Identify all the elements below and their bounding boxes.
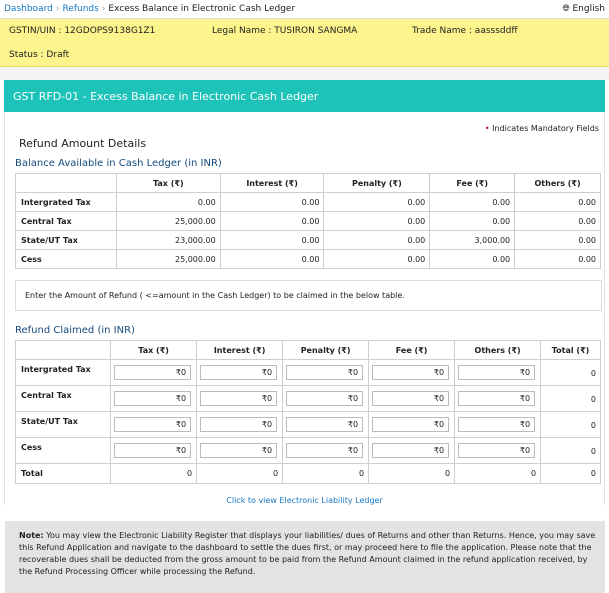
- claim-row-label: Cess: [16, 438, 111, 464]
- balance-row: [16, 231, 601, 250]
- balance-row-label: Intergrated Tax: [16, 193, 117, 212]
- balance-header-cell: Tax (₹): [116, 174, 220, 193]
- claim-header-cell: [16, 341, 111, 360]
- balance-cell: 0.00: [220, 212, 324, 231]
- language-selector[interactable]: [562, 4, 605, 14]
- balance-cell: 0.00: [515, 250, 601, 269]
- balance-cell: 25,000.00: [116, 212, 220, 231]
- balance-header-cell: Interest (₹): [220, 174, 324, 193]
- refund-amount-input[interactable]: ₹0: [286, 365, 363, 380]
- globe-icon: 🌐︎: [562, 4, 573, 14]
- balance-header-cell: Others (₹): [515, 174, 601, 193]
- note-box: [5, 521, 605, 593]
- form-title-banner: GST RFD-01 - Excess Balance in Electronic Cash Ledger: [4, 80, 605, 112]
- claim-input-cell: [455, 386, 541, 412]
- breadcrumb: [4, 4, 295, 14]
- balance-cell: 25,000.00: [116, 250, 220, 269]
- refund-amount-input[interactable]: ₹0: [114, 417, 191, 432]
- claim-input-cell: [197, 360, 283, 386]
- balance-cell: 0.00: [324, 212, 430, 231]
- claim-row-label: State/UT Tax: [16, 412, 111, 438]
- claim-row-total: 0: [541, 412, 601, 438]
- claim-input-cell: [455, 412, 541, 438]
- claim-row-label: Central Tax: [16, 386, 111, 412]
- balance-cell: 0.00: [220, 193, 324, 212]
- claim-row: [16, 438, 601, 464]
- claim-title: Refund Claimed (in INR): [15, 325, 135, 336]
- claim-header-cell: Total (₹): [541, 341, 601, 360]
- claim-input-cell: [283, 438, 369, 464]
- balance-cell: 0.00: [116, 193, 220, 212]
- top-bar: [0, 0, 609, 19]
- claim-total-cell: 0: [455, 464, 541, 484]
- balance-cell: 0.00: [324, 231, 430, 250]
- claim-input-cell: [369, 412, 455, 438]
- balance-cell: 23,000.00: [116, 231, 220, 250]
- refund-amount-input[interactable]: ₹0: [458, 391, 535, 406]
- claim-row: [16, 386, 601, 412]
- breadcrumb-current: Excess Balance in Electronic Cash Ledger: [108, 4, 296, 14]
- refund-amount-input[interactable]: ₹0: [372, 391, 449, 406]
- refund-amount-input[interactable]: ₹0: [200, 391, 277, 406]
- required-star-icon: •: [484, 124, 490, 133]
- claim-total-cell: 0: [111, 464, 197, 484]
- mandatory-note: [5, 112, 604, 133]
- claim-input-cell: [197, 386, 283, 412]
- mandatory-text: Indicates Mandatory Fields: [492, 124, 599, 133]
- claim-input-cell: [111, 412, 197, 438]
- balance-cell: 0.00: [220, 250, 324, 269]
- refund-amount-input[interactable]: ₹0: [114, 391, 191, 406]
- claim-total-cell: 0: [197, 464, 283, 484]
- balance-cell: 0.00: [324, 193, 430, 212]
- claim-row-total: 0: [541, 386, 601, 412]
- claim-input-cell: [197, 438, 283, 464]
- claim-total-cell: 0: [541, 464, 601, 484]
- balance-cell: 0.00: [220, 231, 324, 250]
- claim-total-cell: 0: [283, 464, 369, 484]
- claim-header-cell: Tax (₹): [111, 341, 197, 360]
- claim-header-cell: Fee (₹): [369, 341, 455, 360]
- refund-amount-input[interactable]: ₹0: [200, 365, 277, 380]
- trade-name-text: Trade Name : aasssddff: [412, 26, 518, 36]
- claim-input-cell: [111, 386, 197, 412]
- balance-row-label: Cess: [16, 250, 117, 269]
- refund-amount-input[interactable]: ₹0: [200, 417, 277, 432]
- claim-input-cell: [111, 438, 197, 464]
- section-title: Refund Amount Details: [19, 137, 147, 150]
- claim-input-cell: [369, 386, 455, 412]
- balance-cell: 0.00: [324, 250, 430, 269]
- claim-table: [15, 340, 601, 484]
- refund-amount-input[interactable]: ₹0: [286, 417, 363, 432]
- refund-amount-input[interactable]: ₹0: [458, 417, 535, 432]
- claim-input-cell: [197, 412, 283, 438]
- claim-input-cell: [369, 360, 455, 386]
- instruction-text: Enter the Amount of Refund ( <=amount in the Cash Ledger) to be claimed in the below table.: [25, 291, 405, 300]
- spacer: [0, 67, 609, 80]
- taxpayer-info-bar: [0, 19, 609, 67]
- language-label: English: [572, 4, 605, 14]
- balance-cell: 0.00: [430, 250, 515, 269]
- refund-amount-input[interactable]: ₹0: [286, 443, 363, 458]
- claim-total-cell: 0: [369, 464, 455, 484]
- balance-row-label: State/UT Tax: [16, 231, 117, 250]
- balance-cell: 0.00: [430, 212, 515, 231]
- liability-ledger-link[interactable]: Click to view Electronic Liability Ledger: [226, 496, 383, 505]
- claim-input-cell: [111, 360, 197, 386]
- claim-input-cell: [369, 438, 455, 464]
- claim-input-cell: [455, 438, 541, 464]
- claim-row-total: 0: [541, 438, 601, 464]
- balance-row: [16, 250, 601, 269]
- form-card: [4, 112, 605, 505]
- balance-cell: 0.00: [515, 212, 601, 231]
- refund-amount-input[interactable]: ₹0: [372, 365, 449, 380]
- balance-cell: 0.00: [515, 193, 601, 212]
- refund-amount-input[interactable]: ₹0: [458, 443, 535, 458]
- balance-title: Balance Available in Cash Ledger (in INR): [15, 158, 222, 169]
- claim-header-cell: Interest (₹): [197, 341, 283, 360]
- balance-header-cell: [16, 174, 117, 193]
- breadcrumb-dashboard[interactable]: Dashboard: [4, 4, 53, 14]
- balance-cell: 0.00: [430, 193, 515, 212]
- breadcrumb-separator: ›: [55, 4, 60, 14]
- breadcrumb-separator: ›: [101, 4, 106, 14]
- refund-amount-input[interactable]: ₹0: [114, 443, 191, 458]
- refund-amount-input[interactable]: ₹0: [372, 443, 449, 458]
- claim-header-cell: Penalty (₹): [283, 341, 369, 360]
- claim-input-cell: [283, 360, 369, 386]
- instruction-box: [15, 280, 602, 311]
- claim-row-total: 0: [541, 360, 601, 386]
- refund-amount-input[interactable]: ₹0: [200, 443, 277, 458]
- balance-cell: 0.00: [515, 231, 601, 250]
- breadcrumb-refunds[interactable]: Refunds: [62, 4, 99, 14]
- balance-cell: 3,000.00: [430, 231, 515, 250]
- claim-header-cell: Others (₹): [455, 341, 541, 360]
- balance-row: [16, 193, 601, 212]
- balance-row-label: Central Tax: [16, 212, 117, 231]
- refund-amount-input[interactable]: ₹0: [372, 417, 449, 432]
- balance-row: [16, 212, 601, 231]
- refund-amount-input[interactable]: ₹0: [286, 391, 363, 406]
- claim-total-row: [16, 464, 601, 484]
- refund-amount-input[interactable]: ₹0: [458, 365, 535, 380]
- balance-header-cell: Penalty (₹): [324, 174, 430, 193]
- claim-row: [16, 412, 601, 438]
- claim-row-label: Intergrated Tax: [16, 360, 111, 386]
- balance-header-cell: Fee (₹): [430, 174, 515, 193]
- claim-input-cell: [283, 412, 369, 438]
- note-text: You may view the Electronic Liability Register that displays your liabilities/ dues of Returns and other than Returns. Hence, you may save this Refund Application and navigate to the dashboard to settle the dues first, or may proceed here to file the application. Please note that the recoverable dues shall be deducted from the gross amount to be paid from the Refund Amount claimed in the refund application received, by the Refund Processing Officer while processing the Refund.: [19, 531, 596, 576]
- claim-row: [16, 360, 601, 386]
- refund-amount-input[interactable]: ₹0: [114, 365, 191, 380]
- note-label: Note:: [19, 531, 44, 540]
- balance-table: [15, 173, 601, 269]
- claim-input-cell: [283, 386, 369, 412]
- claim-total-label: Total: [16, 464, 111, 484]
- claim-input-cell: [455, 360, 541, 386]
- gstin-text: GSTIN/UIN : 12GDOPS9138G1Z1: [9, 26, 156, 36]
- legal-name-text: Legal Name : TUSIRON SANGMA: [212, 26, 358, 36]
- status-text: Status : Draft: [9, 50, 70, 60]
